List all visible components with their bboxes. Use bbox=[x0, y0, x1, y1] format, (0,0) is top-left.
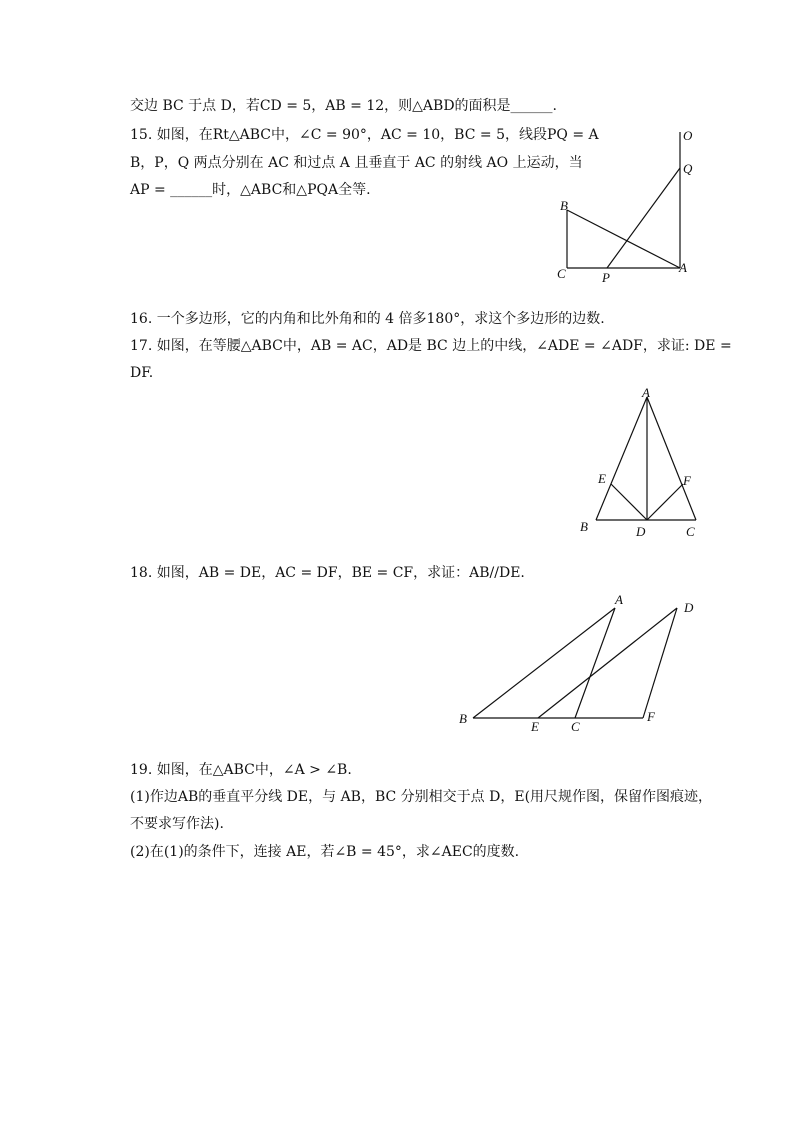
q18-label-c: C bbox=[571, 719, 580, 734]
q17-figure bbox=[575, 385, 705, 545]
q18-label-d: D bbox=[684, 600, 694, 615]
q15-text-line-2: B，P，Q 两点分别在 AC 和过点 A 且垂直于 AC 的射线 AO 上运动，当 bbox=[130, 155, 583, 171]
q17-text-line-2: DF. bbox=[130, 365, 154, 381]
q16-text: 16. 一个多边形，它的内角和比外角和的 4 倍多180°，求这个多边形的边数. bbox=[130, 311, 605, 327]
q18-figure bbox=[455, 590, 705, 740]
q14-text-line-1: 交边 BC 于点 D，若CD = 5，AB = 12，则△ABD的面积是______. bbox=[130, 98, 557, 114]
q17-text-line-1: 17. 如图，在等腰△ABC中，AB = AC，AD是 BC 边上的中线，∠ADE = ∠ADF，求证: DE = bbox=[130, 338, 732, 354]
q17-label-c: C bbox=[686, 524, 695, 539]
q15-label-o: O bbox=[683, 128, 693, 143]
q18-text: 18. 如图，AB = DE，AC = DF，BE = CF，求证：AB//DE. bbox=[130, 565, 525, 581]
q17-label-f: F bbox=[683, 473, 691, 488]
q17-label-d: D bbox=[636, 524, 646, 539]
q15-label-q: Q bbox=[683, 161, 693, 176]
q17-label-a: A bbox=[642, 385, 650, 400]
q19-text-line-2: (1)作边AB的垂直平分线 DE，与 AB，BC 分别相交于点 D，E(用尺规作图，保留作图痕迹， bbox=[130, 789, 713, 805]
q15-text-line-3: AP = ______时，△ABC和△PQA全等. bbox=[130, 182, 371, 198]
q18-label-a: A bbox=[615, 592, 623, 607]
q15-figure bbox=[545, 120, 715, 290]
q18-label-b: B bbox=[459, 711, 467, 726]
q17-label-b: B bbox=[580, 519, 588, 534]
q19-text-line-4: (2)在(1)的条件下，连接 AE，若∠B = 45°，求∠AEC的度数. bbox=[130, 844, 520, 860]
q19-text-line-3: 不要求写作法). bbox=[130, 816, 224, 832]
q15-text-line-1: 15. 如图，在Rt△ABC中，∠C = 90°，AC = 10，BC = 5，线段PQ = A bbox=[130, 127, 599, 143]
q15-label-c: C bbox=[557, 266, 566, 281]
q15-label-b: B bbox=[560, 198, 568, 213]
q19-text-line-1: 19. 如图，在△ABC中，∠A > ∠B. bbox=[130, 762, 352, 778]
q15-label-p: P bbox=[602, 270, 610, 285]
q17-label-e: E bbox=[598, 471, 606, 486]
q15-label-a: A bbox=[679, 260, 687, 275]
q18-label-f: F bbox=[647, 709, 655, 724]
q18-label-e: E bbox=[531, 719, 539, 734]
